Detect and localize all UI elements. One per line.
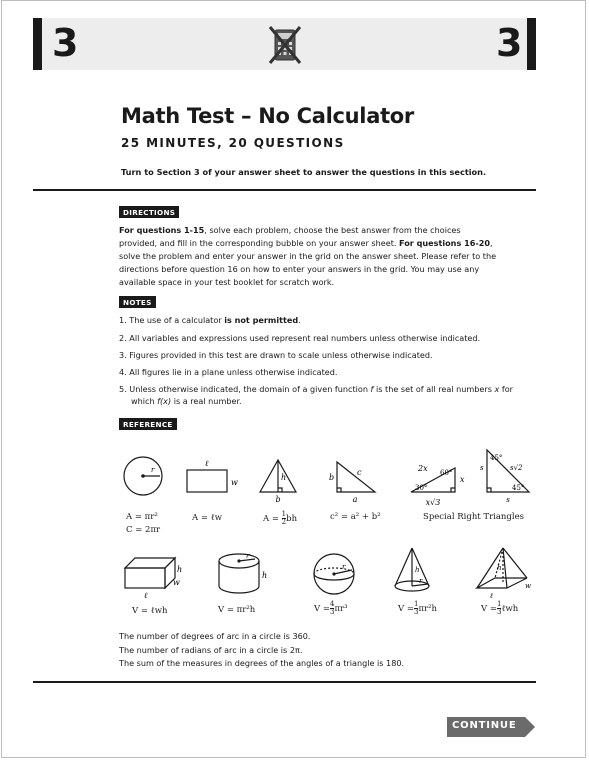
note-4: 4. All figures lie in a plane unless otherwise indicated.: [119, 367, 338, 377]
fraction-denominator: 3: [413, 608, 419, 616]
note-5-continued: [131, 396, 242, 407]
pyramid-volume-lhs: V =: [481, 604, 497, 614]
directions-q2-text: , solve the problem and enter your answer in the grid on the answer sheet. Please refer to the directions before question 16 on how to enter your answers in the grid. You may use any available space in your test booklet for scratch work.: [119, 238, 497, 287]
section-number-right: 3: [496, 21, 523, 65]
sphere-radius-label: r: [342, 563, 346, 571]
cone-figure: [395, 548, 429, 591]
rectangle-width-label: w: [231, 478, 238, 487]
cone-radius-label: r: [419, 577, 423, 585]
directions-q1-text: , solve each problem, choose the best answer from the choices provided, and fill in the corresponding bubble on your answer sheet.: [119, 225, 461, 248]
triangle-figure: [260, 460, 296, 492]
reference-tag: REFERENCE: [119, 418, 177, 430]
sphere-volume-lhs: V =: [314, 604, 330, 614]
right-triangle-b-label: b: [329, 473, 335, 482]
box-width-label: w: [173, 578, 180, 587]
section-number-left: 3: [52, 21, 79, 65]
test-subtitle: 25 MINUTES, 20 QUESTIONS: [121, 136, 345, 150]
right-triangle-c-label: c: [357, 468, 362, 477]
box-length-label: ℓ: [144, 591, 148, 600]
cylinder-radius-label: r: [246, 552, 250, 560]
note-1-pre: 1. The use of a calculator: [119, 315, 225, 325]
note-5-fx: f(x): [157, 396, 172, 406]
label-x: x: [460, 475, 465, 484]
fraction-denominator: 2: [281, 518, 287, 526]
cylinder-volume-formula: V = πr²h: [218, 605, 256, 615]
cylinder-center: [237, 559, 240, 562]
label-60-degrees: 60°: [440, 469, 453, 477]
notes-tag: NOTES: [119, 296, 156, 308]
note-5-f: f: [370, 384, 374, 394]
circle-circumference-formula: C = 2πr: [126, 525, 161, 535]
circle-radius-label: r: [151, 466, 155, 474]
circle-center: [141, 474, 145, 478]
cone-height-label: h: [415, 566, 420, 574]
note-5: [119, 384, 513, 395]
cone-volume-rhs: πr²h: [418, 604, 437, 614]
divider-top: [33, 189, 536, 191]
fact-radians-in-circle: The number of radians of arc in a circle is 2π.: [119, 644, 303, 655]
test-title: Math Test – No Calculator: [121, 104, 414, 128]
label-30-degrees: 30°: [415, 484, 428, 492]
note-1-bold: is not permitted: [224, 315, 299, 325]
reference-facts: [119, 630, 404, 671]
calculator-crossed-icon: [266, 24, 304, 66]
cone-volume-formula: [398, 601, 437, 616]
reference-figures-row-1: [115, 448, 545, 514]
directions-paragraph: [119, 224, 499, 289]
fraction-numerator: 1: [281, 510, 287, 518]
fraction-numerator: 4: [329, 600, 335, 608]
pyramid-volume-rhs: ℓwh: [501, 604, 519, 614]
directions-q2-range: For questions 16-20: [399, 238, 490, 248]
fraction-numerator: 1: [413, 600, 419, 608]
cylinder-height-label: h: [262, 571, 268, 580]
pyramid-figure: [477, 548, 527, 588]
rectangle-figure: [187, 470, 227, 492]
right-triangle-figure: [337, 462, 375, 492]
note-3: 3. Figures provided in this test are drawn to scale unless otherwise indicated.: [119, 350, 433, 360]
triangle-height-label: h: [281, 473, 287, 482]
pyramid-volume-formula: [481, 601, 518, 616]
circle-area-formula: A = πr²: [126, 512, 158, 522]
sphere-center: [332, 572, 335, 575]
label-x-root3: x√3: [425, 498, 441, 507]
pyramid-length-label: ℓ: [490, 592, 493, 600]
note-1-post: .: [298, 315, 301, 325]
fraction-denominator: 3: [496, 608, 502, 616]
label-s-root2: s√2: [510, 464, 523, 472]
note-2: 2. All variables and expressions used represent real numbers unless otherwise indicated.: [119, 333, 481, 343]
reference-figures-row-2: [115, 546, 545, 604]
divider-bottom: [33, 681, 536, 683]
triangle-area-formula: [263, 511, 297, 526]
note-1: [119, 315, 301, 326]
section-bar-left: [33, 18, 42, 70]
box-volume-formula: V = ℓwh: [132, 606, 168, 616]
note-5-e: is a real number.: [171, 396, 242, 406]
fraction-numerator: 1: [496, 600, 502, 608]
label-s-bottom: s: [506, 496, 510, 504]
continue-label[interactable]: CONTINUE: [452, 720, 517, 731]
rectangular-box-figure: [125, 558, 175, 588]
label-45-top: 45°: [490, 454, 503, 462]
box-height-label: h: [177, 565, 183, 574]
note-5-a: 5. Unless otherwise indicated, the domain of a given function: [119, 384, 371, 394]
note-5-b: is the set of all real numbers: [373, 384, 495, 394]
label-2x: 2x: [418, 464, 428, 473]
rectangle-area-formula: A = ℓw: [192, 513, 223, 523]
note-5-d: which: [131, 396, 158, 406]
rectangle-length-label: ℓ: [205, 459, 209, 468]
directions-tag: DIRECTIONS: [119, 206, 179, 218]
triangle-base-label: b: [275, 495, 281, 504]
answer-sheet-instruction: Turn to Section 3 of your answer sheet to answer the questions in this section.: [121, 167, 487, 177]
pyramid-height-label: h: [497, 564, 502, 572]
section-bar-right: [527, 18, 536, 70]
note-5-c: for: [499, 384, 514, 394]
sphere-volume-rhs: πr³: [334, 604, 348, 614]
note-5-x: x: [494, 384, 500, 394]
label-s-left: s: [480, 464, 484, 472]
triangle-area-rhs: bh: [286, 514, 298, 524]
pyramid-width-label: w: [525, 582, 531, 590]
sphere-volume-formula: [314, 601, 348, 616]
right-triangle-a-label: a: [352, 495, 358, 504]
pythagorean-formula: c² = a² + b²: [330, 512, 381, 522]
fact-degrees-in-circle: The number of degrees of arc in a circle is 360.: [119, 631, 311, 641]
directions-q1-range: For questions 1-15: [119, 225, 205, 235]
special-right-triangles-label: Special Right Triangles: [423, 512, 524, 522]
label-45-bottom: 45°: [512, 484, 525, 492]
cone-volume-lhs: V =: [398, 604, 414, 614]
fact-triangle-angle-sum: The sum of the measures in degrees of the angles of a triangle is 180.: [119, 658, 405, 668]
fraction-denominator: 3: [329, 608, 335, 616]
triangle-area-lhs: A =: [263, 514, 279, 524]
